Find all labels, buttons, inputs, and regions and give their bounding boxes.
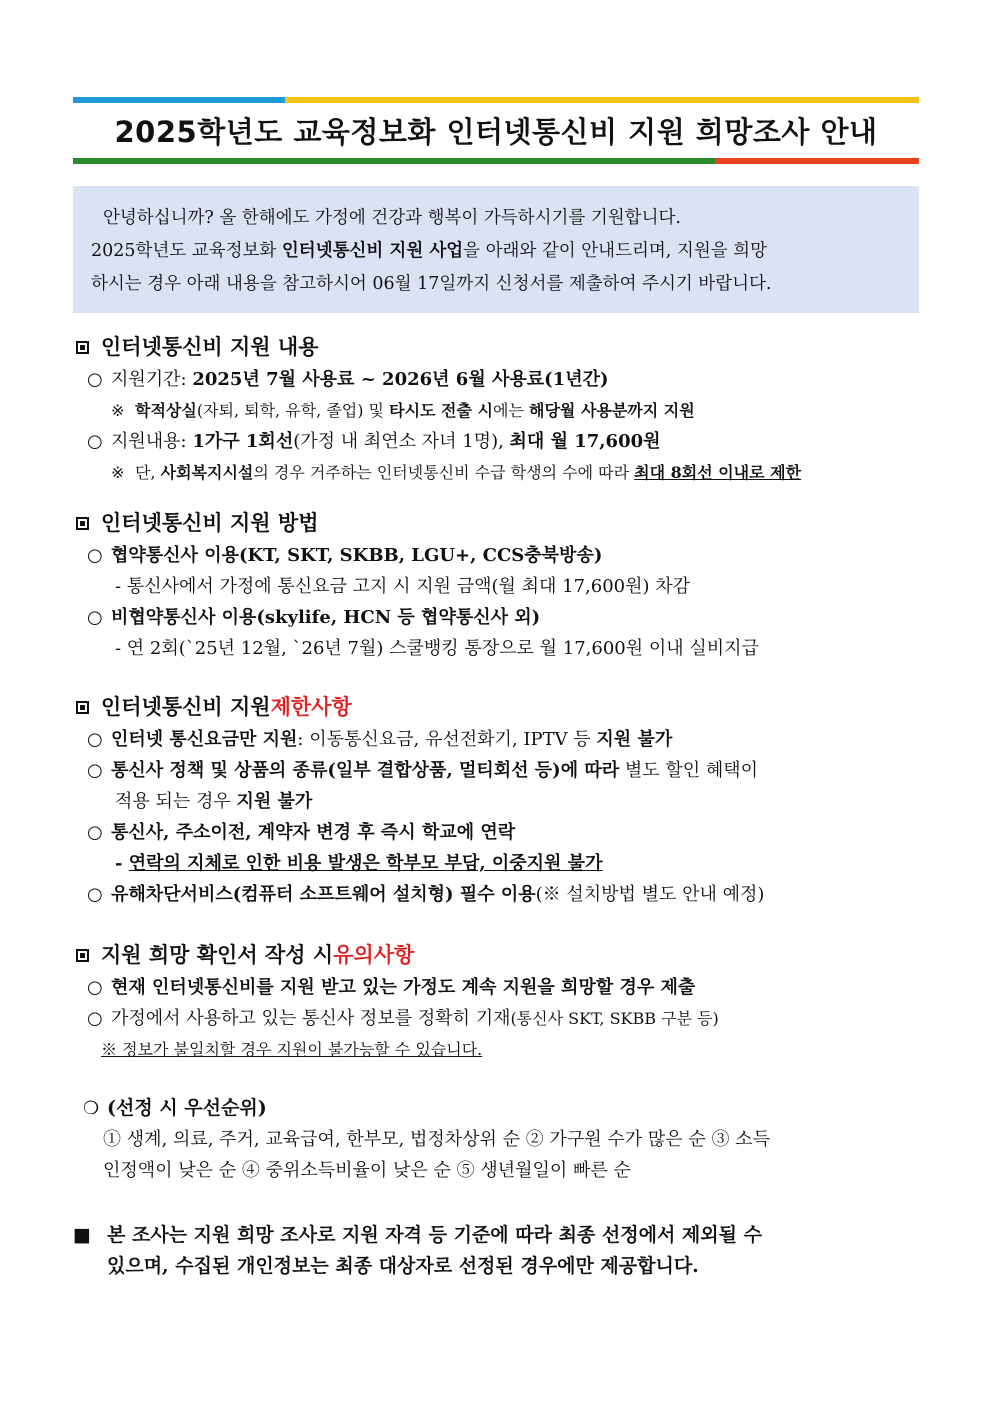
list-item-continuation: 적용 되는 경우 지원 불가 xyxy=(115,791,313,812)
list-item: ○ 비협약통신사 이용(skylife, HCN 등 협약통신사 외) xyxy=(87,607,541,628)
intro-line-3: 하시는 경우 아래 내용을 참고하시어 06월 17일까지 신청서를 제출하여 주시기 바랍니다. xyxy=(91,274,772,294)
section-heading: 인터넷통신비 지원 제한사항 xyxy=(73,692,921,722)
list-item: ○ 지원내용: 1가구 1회선(가정 내 최연소 자녀 1명), 최대 월 17,600원 xyxy=(87,431,661,452)
sub-item: - 연 2회(`25년 12월, `26년 7월) 스쿨뱅킹 통장으로 월 17,600원 이내 실비지급 xyxy=(115,638,759,659)
note-item: ※ 단, 사회복지시설의 경우 거주하는 인터넷통신비 수급 학생의 수에 따라 최대 8회선 이내로 제한 xyxy=(111,463,802,482)
closing-notice xyxy=(73,1220,921,1282)
priority-line-1: ① 생계, 의료, 주거, 교육급여, 한부모, 법정차상위 순 ② 가구원 수가 많은 순 ③ 소득 xyxy=(103,1129,770,1150)
section-cautions xyxy=(73,940,921,1065)
section-heading: 인터넷통신비 지원 방법 xyxy=(73,508,921,538)
list-item: ○ 협약통신사 이용(KT, SKT, SKBB, LGU+, CCS충북방송) xyxy=(87,545,603,566)
black-square-icon: ■ xyxy=(73,1224,91,1246)
list-item: ○ 통신사, 주소이전, 계약자 변경 후 즉시 학교에 연락 xyxy=(87,822,516,843)
sub-item: - 통신사에서 가정에 통신요금 고지 시 지원 금액(월 최대 17,600원) 차감 xyxy=(115,576,691,597)
section-priority xyxy=(73,1093,921,1186)
priority-heading: ❍ (선정 시 우선순위) xyxy=(83,1097,267,1119)
square-bullet-icon xyxy=(76,517,89,530)
section-heading: 지원 희망 확인서 작성 시 유의사항 xyxy=(73,940,921,970)
square-bullet-icon xyxy=(76,949,89,962)
closing-line-2: 있으며, 수집된 개인정보는 최종 대상자로 선정된 경우에만 제공합니다. xyxy=(107,1255,699,1277)
list-item: ○ 인터넷 통신요금만 지원: 이동통신요금, 유선전화기, IPTV 등 지원 불가 xyxy=(87,729,673,750)
intro-line-2: 2025학년도 교육정보화 인터넷통신비 지원 사업을 아래와 같이 안내드리며, 지원을 희망 xyxy=(91,241,767,261)
square-bullet-icon xyxy=(76,701,89,714)
intro-box xyxy=(73,186,919,313)
list-item: ○ 지원기간: 2025년 7월 사용료 ~ 2026년 6월 사용료(1년간) xyxy=(87,369,609,390)
sub-item: - 연락의 지체로 인한 비용 발생은 학부모 부담, 이중지원 불가 xyxy=(115,853,603,874)
bottom-color-bar xyxy=(73,158,919,164)
warning-note: ※ 정보가 불일치할 경우 지원이 불가능할 수 있습니다. xyxy=(101,1040,483,1059)
section-support-method xyxy=(73,508,921,664)
square-bullet-icon xyxy=(76,341,89,354)
list-item: ○ 가정에서 사용하고 있는 통신사 정보를 정확히 기재(통신사 SKT, SKBB 구분 등) xyxy=(87,1008,719,1029)
section-support-content xyxy=(73,332,921,488)
section-heading: 인터넷통신비 지원 내용 xyxy=(73,332,921,362)
list-item: ○ 현재 인터넷통신비를 지원 받고 있는 가정도 계속 지원을 희망할 경우 제출 xyxy=(87,977,696,998)
list-item: ○ 통신사 정책 및 상품의 종류(일부 결합상품, 멀티회선 등)에 따라 별도 할인 혜택이 xyxy=(87,760,759,781)
note-item: ※ 학적상실(자퇴, 퇴학, 유학, 졸업) 및 타시도 전출 시에는 해당월 사용분까지 지원 xyxy=(111,401,695,420)
page-title: 2025학년도 교육정보화 인터넷통신비 지원 희망조사 안내 xyxy=(114,115,878,149)
top-color-bar xyxy=(73,97,919,103)
section-restrictions xyxy=(73,692,921,910)
list-item: ○ 유해차단서비스(컴퓨터 소프트웨어 설치형) 필수 이용(※ 설치방법 별도 안내 예정) xyxy=(87,884,765,905)
priority-line-2: 인정액이 낮은 순 ④ 중위소득비율이 낮은 순 ⑤ 생년월일이 빠른 순 xyxy=(103,1160,631,1181)
intro-line-1: 안녕하십니까? 올 한해에도 가정에 건강과 행복이 가득하시기를 기원합니다. xyxy=(103,208,681,228)
closing-line-1: ■ 본 조사는 지원 희망 조사로 지원 자격 등 기준에 따라 최종 선정에서 제외될 수 xyxy=(73,1220,921,1251)
